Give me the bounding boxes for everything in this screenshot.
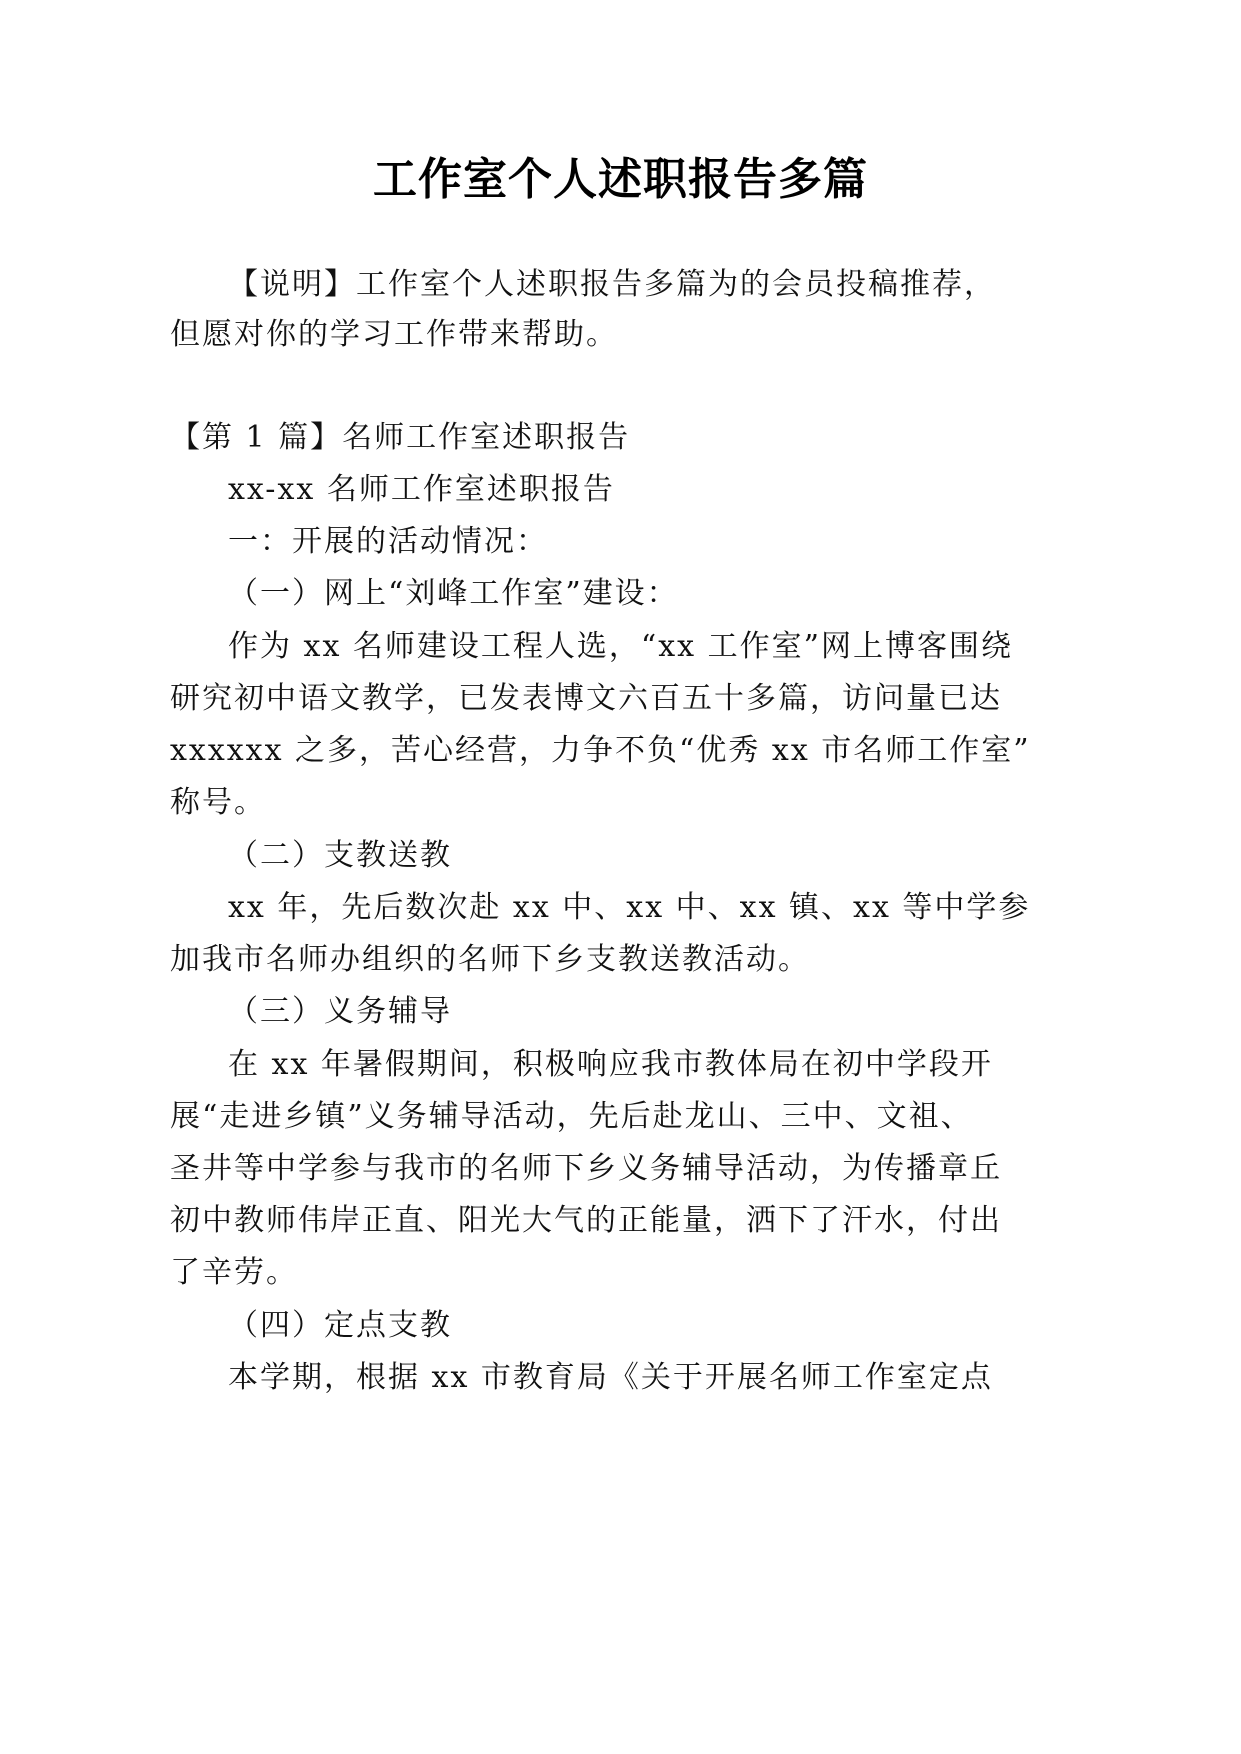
- subheading-1: （一）网上“刘峰工作室”建设：: [228, 576, 679, 611]
- paragraph-1-line-3: xxxxxx 之多，苦心经营，力争不负“优秀 xx 市名师工作室”: [170, 733, 1031, 768]
- intro-line-1: 【说明】工作室个人述职报告多篇为的会员投稿推荐，: [228, 267, 996, 302]
- paragraph-3-line-4: 初中教师伟岸正直、阳光大气的正能量，洒下了汗水，付出: [170, 1203, 1002, 1238]
- report-subtitle: xx-xx 名师工作室述职报告: [228, 472, 615, 507]
- paragraph-2-line-1: xx 年，先后数次赴 xx 中、xx 中、xx 镇、xx 等中学参: [228, 890, 1031, 925]
- heading-activities: 一：开展的活动情况：: [228, 524, 548, 559]
- paragraph-4-line-1: 本学期，根据 xx 市教育局《关于开展名师工作室定点: [228, 1360, 993, 1395]
- paragraph-3-line-5: 了辛劳。: [170, 1255, 298, 1290]
- paragraph-1-line-4: 称号。: [170, 785, 266, 820]
- subheading-4: （四）定点支教: [228, 1308, 452, 1343]
- paragraph-3-line-2: 展“走进乡镇”义务辅导活动，先后赴龙山、三中、文祖、: [170, 1099, 973, 1134]
- paragraph-3-line-1: 在 xx 年暑假期间，积极响应我市教体局在初中学段开: [228, 1047, 993, 1082]
- section-heading: 【第 1 篇】名师工作室述职报告: [170, 420, 631, 455]
- document-title: 工作室个人述职报告多篇: [373, 154, 868, 205]
- paragraph-1-line-2: 研究初中语文教学，已发表博文六百五十多篇，访问量已达: [170, 681, 1002, 716]
- paragraph-1-line-1: 作为 xx 名师建设工程人选，“xx 工作室”网上博客围绕: [228, 629, 1013, 664]
- paragraph-2-line-2: 加我市名师办组织的名师下乡支教送教活动。: [170, 942, 810, 977]
- intro-line-2: 但愿对你的学习工作带来帮助。: [170, 317, 618, 352]
- subheading-2: （二）支教送教: [228, 838, 452, 873]
- subheading-3: （三）义务辅导: [228, 994, 452, 1029]
- paragraph-3-line-3: 圣井等中学参与我市的名师下乡义务辅导活动，为传播章丘: [170, 1151, 1002, 1186]
